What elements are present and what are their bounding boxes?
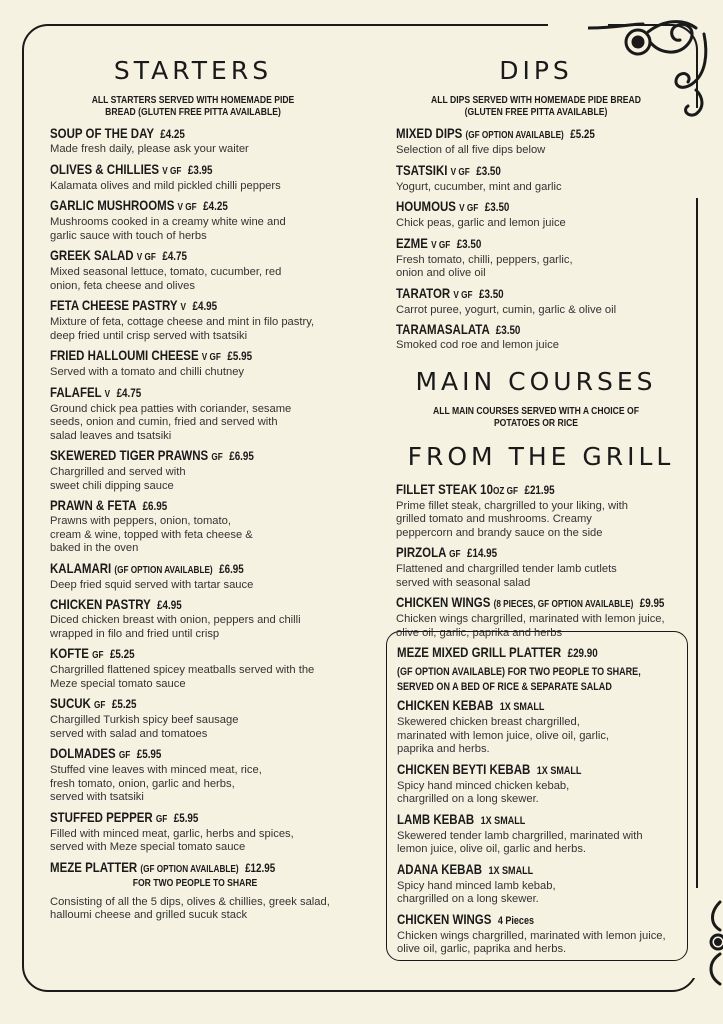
item-tag: GF (449, 549, 461, 560)
item-price: £3.50 (476, 163, 501, 178)
item-description: Filled with minced meat, garlic, herbs and spices, served with Meze special tomato sauce (50, 827, 294, 853)
item-name: DOLMADES (50, 745, 116, 761)
item-price: £4.25 (203, 199, 228, 213)
menu-item (50, 125, 350, 157)
item-quantity: 4 Pieces (497, 914, 534, 927)
item-description: Skewered chicken breast chargrilled, marinated with lemon juice, olive oil, garlic, paprika and herbs. (397, 716, 610, 755)
menu-item (50, 497, 350, 556)
item-quantity: 1X SMALL (480, 814, 526, 827)
item-tag: V (180, 302, 187, 313)
item-name: KOFTE (50, 645, 89, 661)
dips-column (396, 56, 696, 640)
item-description: Yogurt, cucumber, mint and garlic (396, 180, 562, 193)
platter-note: (GF OPTION AVAILABLE) FOR TWO PEOPLE TO SHARE, (397, 666, 641, 678)
item-name: SKEWERED TIGER PRAWNS (50, 447, 209, 463)
item-quantity: 1X SMALL (488, 864, 534, 877)
item-description: Selection of all five dips below (396, 144, 546, 156)
item-description: Skewered tender lamb chargrilled, marinated with lemon juice, olive oil, garlic and herbs. (397, 829, 643, 855)
menu-item (50, 809, 350, 855)
item-price: £12.95 (245, 860, 276, 875)
mixed-grill-platter-box (386, 631, 688, 961)
item-name: STUFFED PEPPER (50, 808, 153, 825)
menu-item (396, 198, 696, 231)
item-tag: V GF (136, 252, 156, 263)
menu-item (50, 447, 350, 493)
item-tag: V GF (459, 203, 479, 214)
item-price: £5.25 (109, 647, 135, 661)
item-description: Diced chicken breast with onion, peppers and chilli wrapped in filo and fried until crisp (50, 614, 301, 640)
item-price: £4.25 (160, 127, 185, 141)
item-price: £4.95 (192, 299, 218, 313)
item-name: TSATSIKI (396, 161, 448, 178)
item-tag: V GF (162, 165, 182, 177)
item-name: CHICKEN KEBAB (397, 697, 494, 713)
item-name: PRAWN & FETA (50, 497, 137, 513)
menu-item (50, 645, 350, 691)
item-description: Chargrilled flattened spicey meatballs served with the Meze special tomato sauce (50, 664, 315, 690)
item-description: Chicken wings chargrilled, marinated with lemon juice, olive oil, garlic, paprika and herbs. (397, 929, 666, 955)
item-description: Smoked cod roe and lemon juice (396, 339, 559, 351)
meze-platter (50, 859, 350, 923)
dips-list (396, 125, 696, 353)
dips-title: DIPS (499, 56, 573, 85)
item-price: £5.95 (173, 810, 199, 825)
main-courses-note: ALL MAIN COURSES SERVED WITH A CHOICE OF POTATOES OR RICE (433, 405, 639, 429)
item-tag: (8 PIECES, GF OPTION AVAILABLE) (493, 599, 634, 610)
item-description: Prime fillet steak, chargrilled to your liking, with grilled tomato and mushrooms. Creamy peppercorn and brandy sauce on the side (396, 499, 628, 539)
item-price: £3.95 (187, 162, 213, 177)
menu-item (50, 297, 350, 343)
dips-note: ALL DIPS SERVED WITH HOMEMADE PIDE BREAD (GLUTEN FREE PITTA AVAILABLE) (431, 95, 641, 118)
item-name: OLIVES & CHILLIES (50, 160, 160, 177)
item-name: GREEK SALAD (50, 247, 134, 263)
item-name: CHICKEN PASTRY (50, 596, 151, 612)
menu-item (50, 695, 350, 741)
item-description: Spicy hand minced chicken kebab, chargrilled on a long skewer. (397, 779, 570, 805)
item-description: Mushrooms cooked in a creamy white wine and garlic sauce with touch of herbs (50, 216, 286, 242)
item-price: £9.95 (639, 596, 665, 610)
item-tag: (GF OPTION AVAILABLE) (465, 130, 564, 141)
item-description: Spicy hand minced lamb kebab, chargrilled on a long skewer. (397, 879, 556, 905)
item-description: Chick peas, garlic and lemon juice (396, 217, 566, 229)
platter-item (397, 697, 679, 757)
item-description: Stuffed vine leaves with minced meat, rice, fresh tomato, onion, garlic and herbs, served with tsatsiki (50, 764, 262, 803)
item-description: Mixed seasonal lettuce, tomato, cucumber, red onion, feta cheese and olives (50, 266, 282, 292)
starters-list (50, 125, 350, 923)
platter-content (397, 644, 679, 957)
item-price: £6.95 (219, 561, 244, 576)
starters-note: ALL STARTERS SERVED WITH HOMEMADE PIDE BREAD (GLUTEN FREE PITTA AVAILABLE) (91, 95, 295, 118)
item-tag: V GF (453, 289, 473, 301)
item-name: KALAMARI (50, 559, 112, 576)
item-name: MEZE PLATTER (50, 858, 138, 875)
menu-item (50, 745, 350, 805)
item-description: Flattened and chargrilled tender lamb cutlets served with seasonal salad (396, 563, 617, 589)
platter-item (397, 761, 679, 807)
item-tag: V GF (201, 352, 221, 363)
item-price: £5.95 (136, 747, 162, 761)
platter-item (397, 911, 679, 957)
item-price: £5.25 (111, 697, 137, 711)
platter-note: SERVED ON A BED OF RICE & SEPARATE SALAD (397, 681, 612, 693)
item-description: Chargilled Turkish spicy beef sausage served with salad and tomatoes (50, 714, 239, 740)
item-name: FALAFEL (50, 383, 102, 400)
starters-title: STARTERS (113, 56, 273, 85)
item-description: Carrot puree, yogurt, cumin, garlic & olive oil (396, 303, 617, 316)
item-price: £3.50 (495, 323, 521, 337)
starters-column (50, 56, 350, 923)
item-name: ADANA KEBAB (397, 860, 483, 877)
item-price: £6.95 (229, 449, 254, 463)
item-tag: GF (92, 650, 104, 661)
item-description: Made fresh daily, please ask your waiter (50, 143, 249, 155)
item-description: Mixture of feta, cottage cheese and mint in filo pastry, deep fried until crisp served with tsatsiki (50, 316, 315, 342)
platter-subtitle: FOR TWO PEOPLE TO SHARE (132, 877, 258, 889)
menu-item (396, 162, 696, 195)
menu-item (50, 161, 350, 194)
item-tag: GF (155, 813, 168, 825)
item-price: £5.25 (570, 127, 595, 141)
menu-item (50, 197, 350, 243)
platter-price: £29.90 (567, 646, 598, 660)
grill-title: FROM THE GRILL (407, 441, 675, 471)
item-description: Served with a tomato and chilli chutney (50, 366, 245, 378)
menu-item (396, 235, 696, 281)
item-name: GARLIC MUSHROOMS (50, 197, 175, 213)
item-description: Deep fried squid served with tartar sauce (50, 578, 254, 591)
item-tag: GF (94, 700, 106, 711)
flourish-ornament-icon (700, 898, 723, 988)
menu-item (396, 285, 696, 318)
item-tag: V GF (450, 166, 470, 178)
item-tag: V GF (177, 202, 197, 213)
item-name: SOUP OF THE DAY (50, 125, 154, 141)
item-name: TARATOR (396, 284, 451, 301)
menu-item (396, 544, 696, 590)
menu-item (396, 125, 696, 158)
item-description: Fresh tomato, chilli, peppers, garlic, onion and olive oil (396, 253, 573, 279)
item-price: £21.95 (524, 482, 555, 497)
item-name: CHICKEN WINGS (397, 910, 492, 927)
platter-title: MEZE MIXED GRILL PLATTER (397, 644, 562, 660)
item-tag: (GF OPTION AVAILABLE) (140, 863, 239, 875)
item-price: £6.95 (142, 499, 168, 513)
menu-item (396, 481, 696, 541)
item-name: PIRZOLA (396, 544, 446, 560)
item-description: Chicken wings chargrilled, marinated with lemon juice, olive oil, garlic, paprika and herbs (396, 613, 665, 639)
item-name: LAMB KEBAB (397, 810, 475, 827)
item-quantity: 1X SMALL (536, 764, 582, 777)
item-tag: GF (211, 452, 223, 463)
item-name: FETA CHEESE PASTRY (50, 297, 178, 313)
item-name: SUCUK (50, 695, 91, 711)
item-tag: GF (118, 750, 131, 761)
platter-item (397, 811, 679, 857)
platter-item (397, 861, 679, 907)
item-description: Consisting of all the 5 dips, olives & chillies, greek salad, halloumi cheese and grilled sucuk stack (50, 895, 330, 921)
item-price: £5.95 (227, 349, 253, 363)
item-description: Chargrilled and served with sweet chili dipping sauce (50, 466, 186, 492)
item-tag: (GF OPTION AVAILABLE) (114, 564, 213, 576)
item-quantity: 1X SMALL (499, 701, 545, 713)
item-price: £3.50 (479, 286, 504, 301)
item-name: HOUMOUS (396, 198, 456, 214)
item-name: CHICKEN WINGS (396, 594, 491, 610)
grill-list (396, 481, 696, 641)
item-price: £14.95 (467, 546, 498, 560)
item-description: Ground chick pea patties with coriander, sesame seeds, onion and cumin, fried and served with salad leaves and tsatsiki (50, 402, 292, 442)
item-name: TARAMASALATA (396, 321, 490, 337)
item-name: EZME (396, 234, 428, 251)
item-tag: V GF (431, 239, 451, 251)
item-tag: OZ GF (492, 485, 519, 497)
item-price: £4.75 (116, 385, 142, 400)
item-name: FRIED HALLOUMI CHEESE (50, 347, 199, 363)
menu-item (50, 247, 350, 293)
item-price: £4.95 (157, 598, 182, 612)
item-price: £4.75 (162, 249, 187, 263)
menu-item (50, 347, 350, 380)
item-description: Kalamata olives and mild pickled chilli peppers (50, 179, 281, 192)
menu-item (396, 321, 696, 353)
item-name: CHICKEN BEYTI KEBAB (397, 760, 531, 777)
item-name: MIXED DIPS (396, 125, 463, 141)
item-price: £3.50 (484, 200, 510, 214)
item-tag: V (104, 388, 111, 400)
menu-item (50, 384, 350, 444)
menu-item (50, 560, 350, 593)
item-description: Prawns with peppers, onion, tomato, cream & wine, topped with feta cheese & baked in the oven (50, 515, 253, 554)
menu-item (50, 596, 350, 641)
item-name: FILLET STEAK 10 (396, 480, 493, 497)
main-courses-title: MAIN COURSES (415, 366, 657, 396)
item-price: £3.50 (456, 236, 482, 251)
